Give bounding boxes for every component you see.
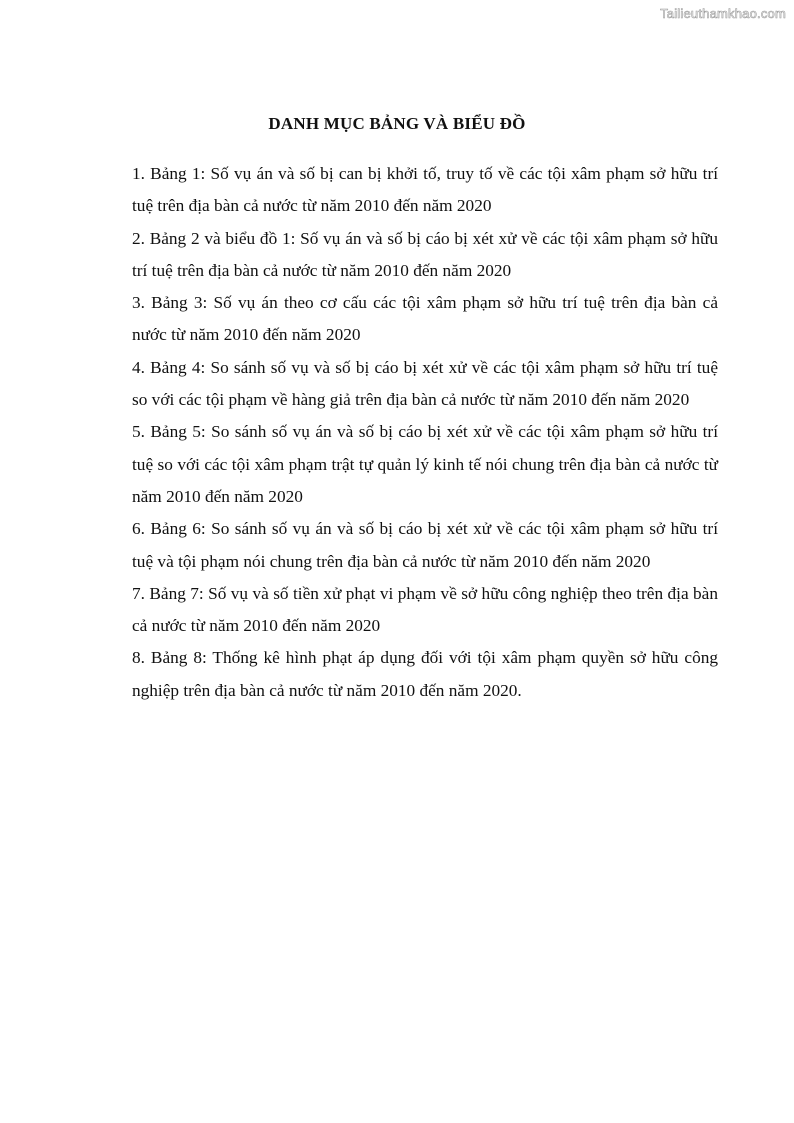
- toc-item: 2. Bảng 2 và biểu đồ 1: Số vụ án và số bị cáo bị xét xử về các tội xâm phạm sở hữu trí tuệ trên địa bàn cả nước từ năm 2010 đến năm 2020: [132, 228, 718, 280]
- toc-item: 4. Bảng 4: So sánh số vụ và số bị cáo bị xét xử về các tội xâm phạm sở hữu trí tuệ so với các tội phạm về hàng giả trên địa bàn cả nước từ năm 2010 đến năm 2020: [132, 357, 718, 410]
- toc-item: 1. Bảng 1: Số vụ án và số bị can bị khởi tố, truy tố về các tội xâm phạm sở hữu trí tuệ trên địa bàn cả nước từ năm 2010 đến năm 2020: [132, 164, 718, 216]
- toc-item: 6. Bảng 6: So sánh số vụ án và số bị cáo bị xét xử về các tội xâm phạm sở hữu trí tuệ và tội phạm nói chung trên địa bàn cả nước từ năm 2010 đến năm 2020: [132, 519, 718, 571]
- toc-item: 3. Bảng 3: Số vụ án theo cơ cấu các tội xâm phạm sở hữu trí tuệ trên địa bàn cả nước từ năm 2010 đến năm 2020: [132, 293, 718, 345]
- toc-item: 8. Bảng 8: Thống kê hình phạt áp dụng đối với tội xâm phạm quyền sở hữu công nghiệp trên địa bàn cả nước từ năm 2010 đến năm 2020.: [132, 648, 718, 700]
- toc-item: 5. Bảng 5: So sánh số vụ án và số bị cáo bị xét xử về các tội xâm phạm sở hữu trí tuệ so với các tội xâm phạm trật tự quản lý kinh tế nói chung trên địa bàn cả nước từ năm 2010 đến năm 2020: [132, 422, 718, 506]
- watermark-text: Tailieuthamkhao.com: [660, 6, 786, 21]
- table-of-contents-list: [132, 158, 718, 707]
- page-title: DANH MỤC BẢNG VÀ BIỂU ĐỒ: [268, 114, 526, 133]
- toc-item: 7. Bảng 7: Số vụ và số tiền xử phạt vi phạm về sở hữu công nghiệp theo trên địa bàn cả nước từ năm 2010 đến năm 2020: [132, 583, 718, 636]
